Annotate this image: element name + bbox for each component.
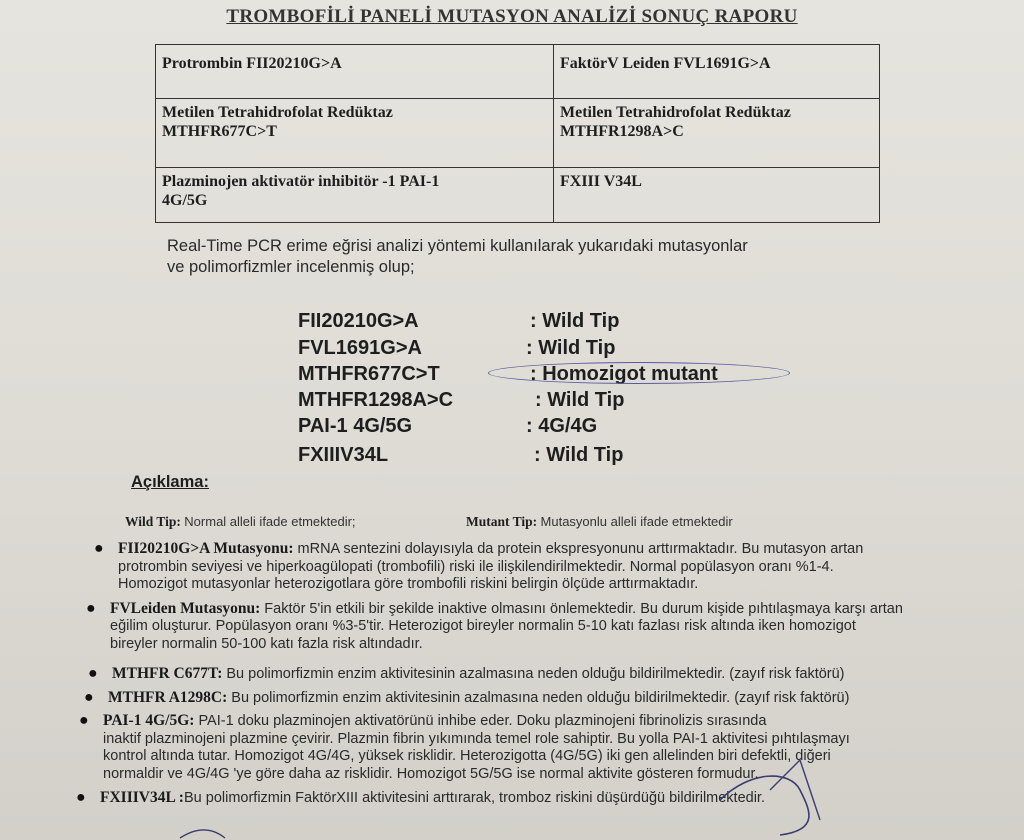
panel-row <box>156 99 880 168</box>
result-name: FVL1691G>A <box>298 337 422 359</box>
note-text: eğilim oluşturur. Popülasyon oranı %3-5'tir. Heterozigot bireyler normalin 5-10 katı fazlası risk altında iken homozigot <box>110 618 856 634</box>
bullet-icon: ● <box>84 688 94 706</box>
legend-wild-label: Wild Tip: <box>125 514 181 529</box>
note-text: bireyler normalin 50-100 katı fazla risk altındadır. <box>110 635 423 652</box>
bullet-icon: ● <box>88 665 98 682</box>
note-text: Homozigot mutasyonlar heterozigotlara göre trombofili riskini belirgin ölçüde arttırmaktadır. <box>118 576 699 592</box>
note-item <box>84 688 1000 708</box>
results-list <box>298 310 798 470</box>
legend-mutant-label: Mutant Tip: <box>466 514 538 529</box>
note-text: normaldir ve 4G/4G 'ye göre daha az risklidir. Homozigot 5G/5G ise normal aktivite gösteren formudur. <box>103 765 759 782</box>
result-name: MTHFR1298A>C <box>298 389 454 411</box>
panel-cell-line: Protrombin FII20210G>A <box>162 55 342 72</box>
legend-mutant-desc: Mutasyonlu alleli ifade etmektedir <box>540 514 733 529</box>
result-row <box>298 310 798 337</box>
panel-cell-line: FaktörV Leiden FVL1691G>A <box>560 55 771 72</box>
legend-mutant <box>466 514 733 530</box>
result-value: : Wild Tip <box>526 337 616 359</box>
result-row <box>298 415 798 444</box>
note-item <box>86 599 1002 654</box>
panel-cell <box>156 99 554 168</box>
note-text: Faktör 5'in etkili bir şekilde inaktive olmasını önlemektedir. Bu durum kişide pıhtılaşmaya karşı artan <box>260 600 903 617</box>
panel-cell-line: Plazminojen aktivatör inhibitör -1 PAI-1 <box>162 173 440 190</box>
note-text: Bu polimorfizmin enzim aktivitesinin azalmasına neden olduğu bildirilmektedir. (zayıf risk faktörü) <box>227 689 850 706</box>
result-name: MTHFR677C>T <box>298 363 440 385</box>
result-row <box>298 337 798 363</box>
result-row <box>298 389 798 415</box>
panel-table <box>155 44 880 223</box>
handwritten-circle-mark <box>488 362 790 384</box>
intro-text <box>167 236 867 278</box>
bullet-icon: ● <box>94 540 104 557</box>
panel-cell-line: FXIII V34L <box>560 173 642 190</box>
panel-cell <box>554 168 880 223</box>
result-value: : Wild Tip <box>530 310 620 332</box>
result-value: : Wild Tip <box>535 389 625 411</box>
panel-cell-line: 4G/5G <box>162 192 208 209</box>
note-item <box>94 540 1010 594</box>
note-heading: FVLeiden Mutasyonu: <box>110 599 261 617</box>
note-heading: PAI-1 4G/5G: <box>103 712 195 729</box>
panel-cell-line: Metilen Tetrahidrofolat Redüktaz <box>560 104 791 121</box>
note-text: kontrol altında tutar. Homozigot 4G/4G, yüksek risklidir. Heterozigotta (4G/5G) iki gen allelinden biri defektli, diğeri <box>103 748 831 764</box>
note-heading: MTHFR C677T: <box>112 665 223 682</box>
legend-wild-desc: Normal alleli ifade etmektedir; <box>184 514 356 529</box>
note-text: PAI-1 doku plazminojen aktivatörünü inhibe eder. Doku plazminojeni fibrinolizis sırasında <box>194 713 767 729</box>
panel-row <box>156 168 880 223</box>
result-value: : Homozigot mutant <box>530 363 718 385</box>
result-value: : Wild Tip <box>534 444 624 466</box>
result-value: : 4G/4G <box>526 415 598 437</box>
result-name: PAI-1 4G/5G <box>298 415 413 437</box>
note-text: Bu polimorfizmin FaktörXIII aktivitesini arttırarak, tromboz riskini düşürdüğü bildirilmektedir. <box>183 790 765 806</box>
panel-cell-line: Metilen Tetrahidrofolat Redüktaz <box>162 104 393 121</box>
note-text: Bu polimorfizmin enzim aktivitesinin azalmasına neden olduğu bildirilmektedir. (zayıf risk faktörü) <box>222 666 845 682</box>
panel-cell <box>554 99 880 168</box>
note-text: inaktif plazminojeni plazmine çevirir. Plazmin fibrin yıkımında temel role sahiptir. Bu yolla PAI-1 aktivitesi pıhtılaşmayı <box>103 730 850 747</box>
intro-line: Real-Time PCR erime eğrisi analizi yöntemi kullanılarak yukarıdaki mutasyonlar <box>167 237 748 255</box>
panel-cell <box>156 45 554 99</box>
note-heading: MTHFR A1298C: <box>108 688 228 706</box>
panel-row <box>156 45 880 99</box>
note-text: protrombin seviyesi ve hiperkoagülopati (trombofili) riski ile ilişkilendirilmektedir. Normal popülasyon oranı %1-4. <box>118 558 834 575</box>
note-heading: FXIIIV34L : <box>100 789 184 806</box>
note-heading: FII20210G>A Mutasyonu: <box>118 540 294 557</box>
note-item <box>76 789 992 808</box>
panel-cell-line: MTHFR677C>T <box>162 123 277 140</box>
result-row <box>298 444 798 470</box>
result-name: FXIIIV34L <box>298 444 389 466</box>
note-item <box>88 665 1004 684</box>
bullet-icon: ● <box>86 599 96 617</box>
legend-wild <box>125 514 356 530</box>
panel-cell <box>554 45 880 99</box>
panel-cell <box>156 168 554 223</box>
result-name: FII20210G>A <box>298 310 419 332</box>
note-item <box>79 712 1023 783</box>
bullet-icon: ● <box>79 712 89 729</box>
intro-line: ve polimorfizmler incelenmiş olup; <box>167 258 415 276</box>
bullet-icon: ● <box>76 789 86 806</box>
panel-cell-line: MTHFR1298A>C <box>560 123 684 140</box>
explanation-notes <box>0 540 1024 813</box>
report-title: TROMBOFİLİ PANELİ MUTASYON ANALİZİ SONUÇ RAPORU <box>226 6 798 27</box>
note-text: mRNA sentezini dolayısıyla da protein ekspresyonunu arttırmaktadır. Bu mutasyon artan <box>293 541 864 557</box>
aciklama-heading: Açıklama: <box>131 473 209 491</box>
